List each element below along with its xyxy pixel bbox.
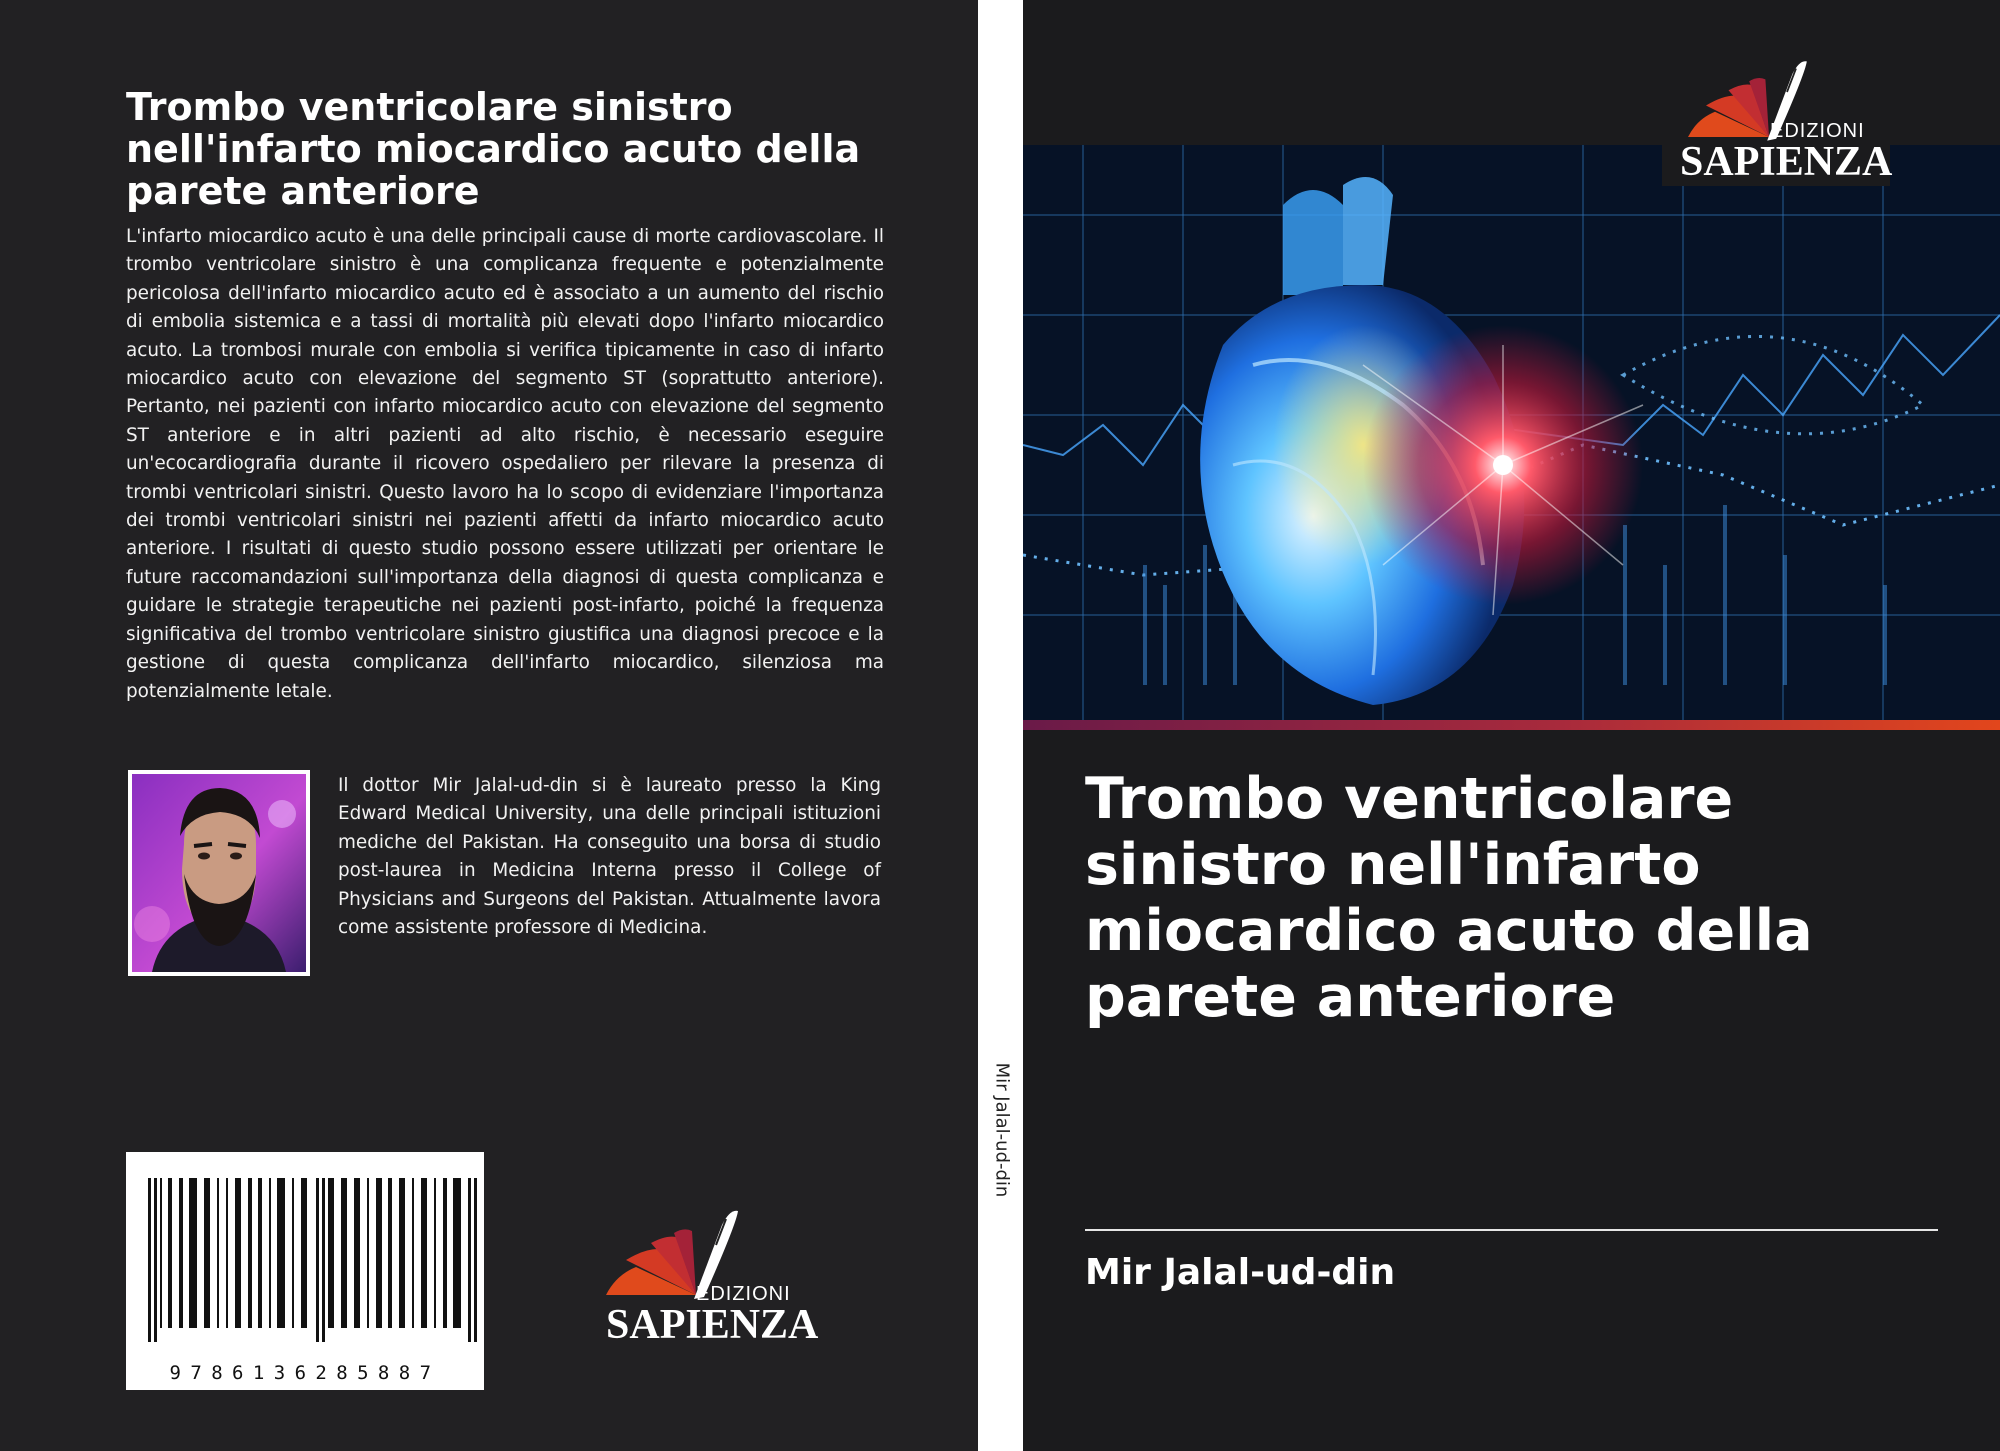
barcode-bar (148, 1178, 151, 1342)
barcode-bar (316, 1178, 319, 1342)
back-cover-title: Trombo ventricolare sinistro nell'infarto miocardico acuto della parete anteriore (126, 85, 861, 213)
author-bio: Il dottor Mir Jalal-ud-din si è laureato presso la King Edward Medical University, una delle principali istituzioni mediche del Pakistan. Ha conseguito una borsa di studio post-laurea in Medicina Interna presso il College of Physicians and Surgeons del Pakistan. Attualmente lavora come assistente professore di Medicina. (338, 775, 881, 939)
barcode-bar (301, 1178, 307, 1328)
barcode-bar (235, 1178, 241, 1328)
back-publisher-logo (596, 1205, 819, 1348)
glowing-heart-icon (1023, 145, 2000, 720)
barcode-bar (367, 1178, 369, 1328)
heart-illustration (1023, 145, 2000, 720)
barcode-bars-icon (126, 1152, 484, 1362)
barcode-bar (322, 1178, 325, 1342)
barcode-bar (258, 1178, 262, 1328)
barcode-bar (412, 1178, 414, 1328)
barcode-bar (179, 1178, 183, 1328)
barcode-bar (248, 1178, 252, 1328)
barcode-bar (443, 1178, 447, 1328)
barcode-bar (154, 1178, 157, 1342)
author-portrait-icon (132, 774, 306, 972)
front-logo-edizioni: EDIZIONI (1770, 120, 1865, 142)
barcode-bar (189, 1178, 197, 1328)
barcode-bar (376, 1178, 382, 1328)
barcode-bar (354, 1178, 360, 1328)
barcode-bar (399, 1178, 405, 1328)
accent-bar (1023, 720, 2000, 730)
spine (978, 0, 1023, 1451)
barcode-bar (328, 1178, 334, 1328)
back-logo-sapienza: SAPIENZA (606, 1302, 819, 1348)
back-logo-edizioni: EDIZIONI (696, 1283, 791, 1305)
isbn-barcode (126, 1152, 484, 1390)
barcode-bar (168, 1178, 172, 1328)
front-cover-title: Trombo ventricolare sinistro nell'infarto miocardico acuto della parete anteriore (1085, 766, 1813, 1030)
barcode-bar (434, 1178, 436, 1328)
barcode-bar (292, 1178, 294, 1328)
barcode-bar (277, 1178, 285, 1328)
spine-author: Mir Jalal-ud-din (991, 1062, 1013, 1198)
back-cover-description: L'infarto miocardico acuto è una delle principali cause di morte cardiovascolare. Il trombo ventricolare sinistro è una complicanza frequente e potenzialmente pericolosa dell'infarto miocardico acuto ed è associato a un aumento del rischio di embolia sistemica e a tassi di mortalità più elevati dopo l'infarto miocardico acuto. La trombosi murale con embolia si verifica tipicamente in caso di infarto miocardico acuto con elevazione del segmento ST (soprattutto anteriore). Pertanto, nei pazienti con infarto miocardico acuto con elevazione del segmento ST anteriore e in altri pazienti ad alto rischio, è necessario eseguire un'ecocardiografia durante il ricovero ospedaliero per rilevare la presenza di trombi ventricolari sinistri. Questo lavoro ha lo scopo di evidenziare l'importanza dei trombi ventricolari sinistri nei pazienti affetti da infarto miocardico acuto anteriore. I risultati di questo studio possono essere utilizzati per orientare le future raccomandazioni sull'importanza della diagnosi di questa complicanza e guidare le strategie terapeutiche nei pazienti post-infarto, poiché la frequenza significativa del trombo ventricolare sinistro giustifica una diagnosi precoce e la gestione di questa complicanza dell'infarto miocardico, silenziosa ma potenzialmente letale. (126, 226, 884, 702)
barcode-bar (160, 1178, 162, 1328)
front-logo-sapienza: SAPIENZA (1680, 139, 1893, 185)
barcode-bar (341, 1178, 347, 1328)
barcode-bar (474, 1178, 477, 1342)
barcode-bar (453, 1178, 461, 1328)
barcode-bar (388, 1178, 392, 1328)
barcode-bar (468, 1178, 471, 1342)
front-cover-author: Mir Jalal-ud-din (1085, 1252, 1396, 1293)
barcode-bar (269, 1178, 271, 1328)
barcode-bar (217, 1178, 219, 1328)
barcode-bar (421, 1178, 427, 1328)
front-publisher-logo (1668, 56, 1893, 186)
barcode-bar (226, 1178, 228, 1328)
barcode-digits: 9786136285887 (169, 1362, 441, 1384)
author-photo (128, 770, 310, 976)
barcode-bar (204, 1178, 210, 1328)
title-divider (1085, 1229, 1938, 1231)
